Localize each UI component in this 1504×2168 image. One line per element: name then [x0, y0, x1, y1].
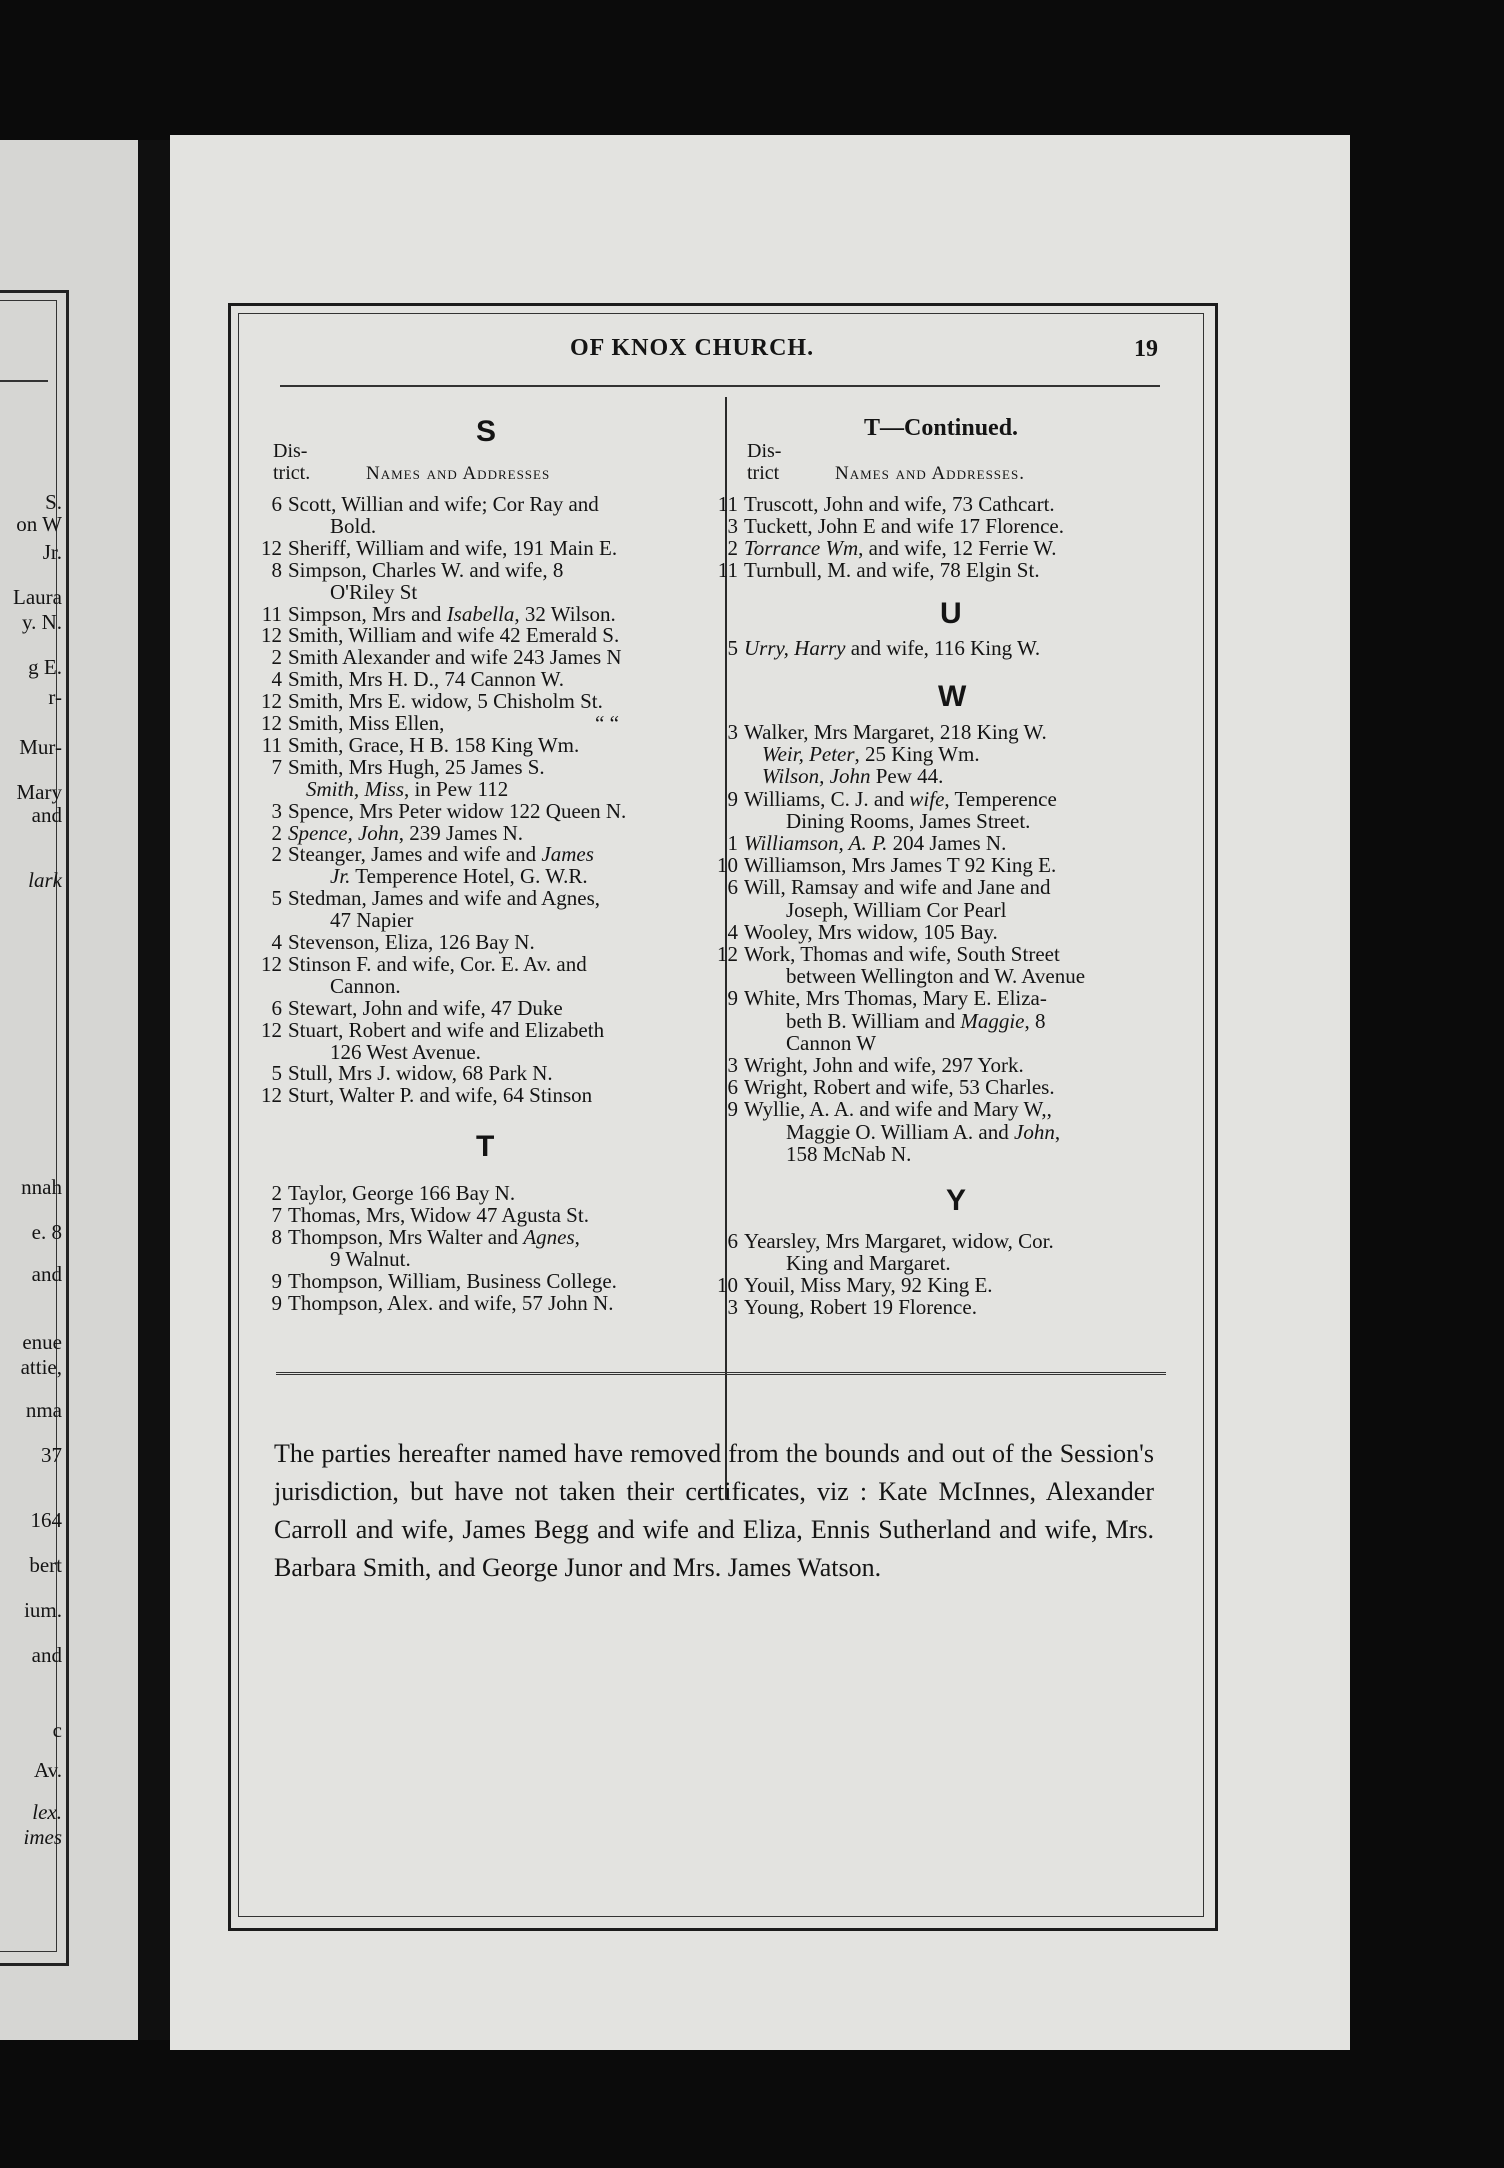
- directory-entry: [712, 537, 1056, 559]
- district-number: 6: [271, 995, 282, 1020]
- directory-entry: [256, 756, 545, 778]
- directory-entry: [712, 876, 1050, 898]
- entry-text: Williams, C. J. and wife, Temperence: [744, 786, 1057, 811]
- district-number: 5: [271, 886, 282, 911]
- directory-entry: [256, 690, 603, 712]
- directory-entry: [712, 637, 1040, 659]
- district-number: 10: [717, 1273, 738, 1297]
- district-label: Dis- trict.: [273, 440, 311, 484]
- entry-text: Thompson, Mrs Walter and Agnes,: [288, 1225, 580, 1249]
- entry-text: Jr. Temperence Hotel, G. W.R.: [330, 864, 588, 889]
- left-page-fragment: and: [31, 1262, 62, 1286]
- district-number: 8: [271, 1225, 282, 1249]
- directory-entry: [256, 515, 376, 537]
- directory-entry: [712, 765, 943, 787]
- directory-entry: [712, 1010, 1045, 1032]
- left-page-fragment: enue: [22, 1330, 62, 1354]
- directory-entry: [712, 1274, 993, 1296]
- entry-text: Smith, Mrs Hugh, 25 James S.: [288, 754, 545, 779]
- entry-text: Weir, Peter, 25 King Wm.: [762, 742, 980, 767]
- directory-entry: [256, 537, 617, 559]
- district-number: 3: [271, 798, 282, 823]
- directory-entry: [712, 1296, 977, 1318]
- left-page-fragment: attie,: [20, 1355, 62, 1379]
- directory-entry: [712, 721, 1047, 743]
- directory-entry: [712, 559, 1040, 581]
- left-page-fragment: nma: [25, 1398, 62, 1422]
- directory-entry: [712, 1076, 1055, 1098]
- directory-entry: [712, 965, 1085, 987]
- ditto-marks: “ “: [595, 711, 619, 735]
- district-number: 9: [727, 1097, 738, 1122]
- entry-text: Smith, Mrs E. widow, 5 Chisholm St.: [288, 689, 603, 714]
- district-number: 12: [261, 535, 282, 560]
- entry-text: Spence, John, 239 James N.: [288, 820, 524, 845]
- entry-text: Tuckett, John E and wife 17 Florence.: [744, 514, 1065, 538]
- entry-text: Williamson, Mrs James T 92 King E.: [744, 853, 1057, 878]
- entry-text: Wright, John and wife, 297 York.: [744, 1053, 1024, 1077]
- entry-text: Steanger, James and wife and James: [288, 842, 594, 867]
- entry-text: Stinson F. and wife, Cor. E. Av. and: [288, 951, 587, 976]
- directory-entry: [256, 1182, 515, 1204]
- directory-entry: [256, 931, 535, 953]
- directory-entry: [256, 1270, 617, 1292]
- directory-entry: [712, 832, 1006, 854]
- entry-text: Smith, William and wife 42 Emerald S.: [288, 623, 620, 648]
- left-page-fragment: c: [52, 1718, 62, 1742]
- district-number: 7: [271, 1203, 282, 1227]
- entry-text: Taylor, George 166 Bay N.: [288, 1181, 516, 1205]
- district-number: 6: [727, 875, 738, 900]
- entry-text: Cannon.: [330, 973, 401, 998]
- directory-entry: [256, 1019, 604, 1041]
- district-number: 7: [271, 754, 282, 779]
- directory-entry: [712, 1054, 1024, 1076]
- directory-entry: [256, 1248, 411, 1270]
- removal-note: The parties hereafter named have removed from the bounds and out of the Session's jurisdiction, but have not taken their certificates, viz : Kate McInnes, Alexander Carroll and wife, James Begg and wife and Eliza, Ennis Sutherland and wife, Mrs. Barbara Smith, and George Junor and Mrs. James Watson.: [274, 1439, 1154, 1582]
- entry-text: Yearsley, Mrs Margaret, widow, Cor.: [744, 1229, 1054, 1253]
- entry-text: Thompson, Alex. and wife, 57 John N.: [288, 1291, 614, 1315]
- district-number: 9: [727, 986, 738, 1011]
- entry-text: King and Margaret.: [786, 1251, 951, 1275]
- entry-text: O'Riley St: [330, 579, 418, 604]
- directory-entry: [256, 778, 508, 800]
- book-page: [170, 135, 1350, 2050]
- entry-text: White, Mrs Thomas, Mary E. Eliza-: [744, 986, 1047, 1011]
- left-page-fragment: lark: [28, 868, 62, 892]
- directory-entry: [256, 800, 626, 822]
- district-number: 10: [717, 853, 738, 878]
- left-page-fragment: lex.: [32, 1800, 62, 1824]
- directory-entry: [712, 921, 998, 943]
- district-number: 2: [727, 536, 738, 560]
- left-page-fragment: 164: [30, 1508, 62, 1532]
- entry-text: Scott, Willian and wife; Cor Ray and: [288, 492, 599, 516]
- district-number: 8: [271, 557, 282, 582]
- directory-entry: [256, 1292, 613, 1314]
- directory-entry: [256, 822, 523, 844]
- directory-entry: [256, 865, 588, 887]
- entry-text: Youil, Miss Mary, 92 King E.: [744, 1273, 993, 1297]
- entry-text: Dining Rooms, James Street.: [786, 808, 1031, 833]
- directory-entry: [256, 581, 417, 603]
- directory-entry: [256, 909, 413, 931]
- entry-text: between Wellington and W. Avenue: [786, 964, 1086, 989]
- left-page-fragment: Av.: [34, 1758, 62, 1782]
- directory-entry: [256, 624, 619, 646]
- entry-text: Cannon W: [786, 1030, 877, 1055]
- directory-entry: [256, 603, 616, 625]
- directory-entry: [256, 712, 444, 734]
- left-page-fragment: S.: [45, 490, 62, 514]
- entry-text: Work, Thomas and wife, South Street: [744, 942, 1060, 966]
- entry-text: Smith, Miss, in Pew 112: [306, 776, 509, 801]
- district-number: 12: [261, 711, 282, 735]
- directory-entry: [256, 1226, 580, 1248]
- entry-text: Stewart, John and wife, 47 Duke: [288, 995, 563, 1020]
- directory-entry: [256, 493, 599, 515]
- directory-entry: [256, 1084, 592, 1106]
- page-number: 19: [1134, 336, 1158, 362]
- left-page-fragment: Mur-: [19, 735, 62, 759]
- directory-entry: [712, 1230, 1054, 1252]
- directory-entry: [712, 1098, 1052, 1120]
- running-header: OF KNOX CHURCH.: [570, 335, 815, 361]
- district-number: 3: [727, 720, 738, 744]
- district-number: 2: [271, 842, 282, 867]
- left-page-fragment: Mary: [16, 780, 62, 804]
- entry-text: Wyllie, A. A. and wife and Mary W,,: [744, 1097, 1052, 1122]
- district-number: 2: [271, 1181, 282, 1205]
- entry-text: Spence, Mrs Peter widow 122 Queen N.: [288, 798, 627, 823]
- entry-text: Stuart, Robert and wife and Elizabeth: [288, 1017, 605, 1042]
- left-page-fragment: g E.: [28, 655, 62, 679]
- directory-entry: [256, 975, 401, 997]
- left-page-fragment: 37: [41, 1443, 62, 1467]
- entry-text: Torrance Wm, and wife, 12 Ferrie W.: [744, 536, 1057, 560]
- left-page-rule: [0, 380, 48, 382]
- directory-entry: [256, 734, 579, 756]
- district-number: 5: [727, 636, 738, 660]
- directory-entry: [712, 987, 1047, 1009]
- directory-entry: [256, 668, 564, 690]
- header-rule: [280, 385, 1160, 387]
- left-page-fragment: and: [31, 803, 62, 827]
- left-page-fragment: y. N.: [21, 610, 62, 634]
- district-number: 6: [271, 492, 282, 516]
- book-gutter: [138, 140, 174, 2040]
- directory-entry: [712, 854, 1056, 876]
- directory-entry: [712, 1252, 951, 1274]
- section-letter-u: U: [940, 597, 962, 630]
- district-number: 11: [717, 492, 738, 516]
- left-page-fragment: Jr.: [42, 540, 62, 564]
- district-number: 12: [717, 942, 738, 966]
- section-letter-w: W: [938, 680, 967, 713]
- directory-entry: [712, 943, 1060, 965]
- section-letter-y: Y: [946, 1184, 967, 1217]
- district-number: 6: [727, 1229, 738, 1253]
- district-number: 5: [271, 1061, 282, 1086]
- district-number: 1: [727, 831, 738, 855]
- directory-entry: [256, 646, 622, 668]
- directory-entry: [256, 887, 600, 909]
- names-addresses-label: Names and Addresses: [366, 463, 551, 484]
- entry-text: Urry, Harry and wife, 116 King W.: [744, 636, 1041, 660]
- directory-entry: [256, 1204, 589, 1226]
- left-page-fragment: on W: [16, 512, 62, 536]
- district-number: 9: [271, 1291, 282, 1315]
- entry-text: Stevenson, Eliza, 126 Bay N.: [288, 930, 535, 954]
- entry-text: 158 McNab N.: [786, 1141, 912, 1166]
- district-number: 12: [261, 623, 282, 648]
- left-page-fragment: e. 8: [31, 1220, 62, 1244]
- left-page-fragment: bert: [29, 1553, 62, 1577]
- directory-entry: [256, 953, 587, 975]
- entry-text: 126 West Avenue.: [330, 1039, 481, 1064]
- district-number: 2: [271, 645, 282, 670]
- left-page-fragment: nnah: [21, 1175, 62, 1199]
- district-number: 11: [261, 601, 282, 626]
- entry-text: Smith, Mrs H. D., 74 Cannon W.: [288, 667, 564, 692]
- left-page-fragment: Laura: [13, 585, 62, 609]
- directory-entry: [712, 1143, 911, 1165]
- left-page-edge: [0, 140, 142, 2040]
- left-page-fragment: ium.: [24, 1598, 62, 1622]
- directory-entry: [712, 1032, 876, 1054]
- directory-entry: [712, 515, 1064, 537]
- district-number: 11: [261, 732, 282, 757]
- entry-text: Sturt, Walter P. and wife, 64 Stinson: [288, 1083, 593, 1108]
- directory-entry: [256, 559, 563, 581]
- entry-text: Smith, Grace, H B. 158 King Wm.: [288, 732, 580, 757]
- names-addresses-label-right: Names and Addresses.: [835, 463, 1025, 484]
- entry-text: Thomas, Mrs, Widow 47 Agusta St.: [288, 1203, 589, 1227]
- district-number: 6: [727, 1075, 738, 1100]
- directory-entry: [712, 493, 1055, 515]
- section-letter-s: S: [476, 415, 497, 448]
- entry-text: Williamson, A. P. 204 James N.: [744, 831, 1007, 855]
- entry-text: Bold.: [330, 513, 377, 538]
- entry-text: Maggie O. William A. and John,: [786, 1119, 1061, 1144]
- entry-text: Wright, Robert and wife, 53 Charles.: [744, 1075, 1055, 1100]
- entry-text: Simpson, Mrs and Isabella, 32 Wilson.: [288, 601, 616, 626]
- district-number: 2: [271, 820, 282, 845]
- district-number: 9: [271, 1269, 282, 1293]
- entry-text: Smith Alexander and wife 243 James N: [288, 645, 622, 670]
- district-number: 3: [727, 514, 738, 538]
- entry-text: Stull, Mrs J. widow, 68 Park N.: [288, 1061, 553, 1086]
- left-page-fragment: and: [31, 1643, 62, 1667]
- directory-entry: [256, 997, 563, 1019]
- directory-entry: [712, 810, 1030, 832]
- directory-entry: [256, 1041, 481, 1063]
- district-number: 9: [727, 786, 738, 811]
- directory-entry: [712, 1121, 1060, 1143]
- entry-text: Truscott, John and wife, 73 Cathcart.: [744, 492, 1055, 516]
- district-number: 3: [727, 1053, 738, 1077]
- entry-text: Turnbull, M. and wife, 78 Elgin St.: [744, 558, 1040, 582]
- entry-text: Walker, Mrs Margaret, 218 King W.: [744, 720, 1047, 744]
- district-label-right: Dis- trict: [747, 440, 782, 484]
- entry-text: Sheriff, William and wife, 191 Main E.: [288, 535, 618, 560]
- district-number: 12: [261, 951, 282, 976]
- entry-text: Wooley, Mrs widow, 105 Bay.: [744, 919, 998, 944]
- section-rule: [276, 1372, 1166, 1375]
- left-page-fragment: imes: [23, 1825, 62, 1849]
- entry-text: Joseph, William Cor Pearl: [786, 897, 1007, 922]
- district-number: 4: [271, 930, 282, 954]
- entry-text: Smith, Miss Ellen,: [288, 711, 445, 735]
- directory-entry: [712, 899, 1006, 921]
- district-number: 12: [261, 689, 282, 714]
- entry-text: Young, Robert 19 Florence.: [744, 1295, 977, 1319]
- directory-entry: [256, 1062, 553, 1084]
- section-letter-t: T: [476, 1130, 495, 1163]
- district-number: 3: [727, 1295, 738, 1319]
- entry-text: 47 Napier: [330, 908, 414, 933]
- entry-text: Stedman, James and wife and Agnes,: [288, 886, 601, 911]
- entry-text: Simpson, Charles W. and wife, 8: [288, 557, 564, 582]
- district-number: 12: [261, 1083, 282, 1108]
- entry-text: 9 Walnut.: [330, 1247, 411, 1271]
- entry-text: beth B. William and Maggie, 8: [786, 1008, 1046, 1033]
- entry-text: Thompson, William, Business College.: [288, 1269, 617, 1293]
- t-continued-heading: T—Continued.: [864, 415, 1019, 441]
- entry-text: Will, Ramsay and wife and Jane and: [744, 875, 1051, 900]
- district-number: 12: [261, 1017, 282, 1042]
- district-number: 11: [717, 558, 738, 582]
- directory-entry: [712, 743, 980, 765]
- district-number: 4: [727, 919, 738, 944]
- directory-entry: [712, 788, 1057, 810]
- district-number: 4: [271, 667, 282, 692]
- left-page-fragment: r-: [48, 685, 62, 709]
- entry-text: Wilson, John Pew 44.: [762, 764, 944, 789]
- directory-entry: [256, 843, 594, 865]
